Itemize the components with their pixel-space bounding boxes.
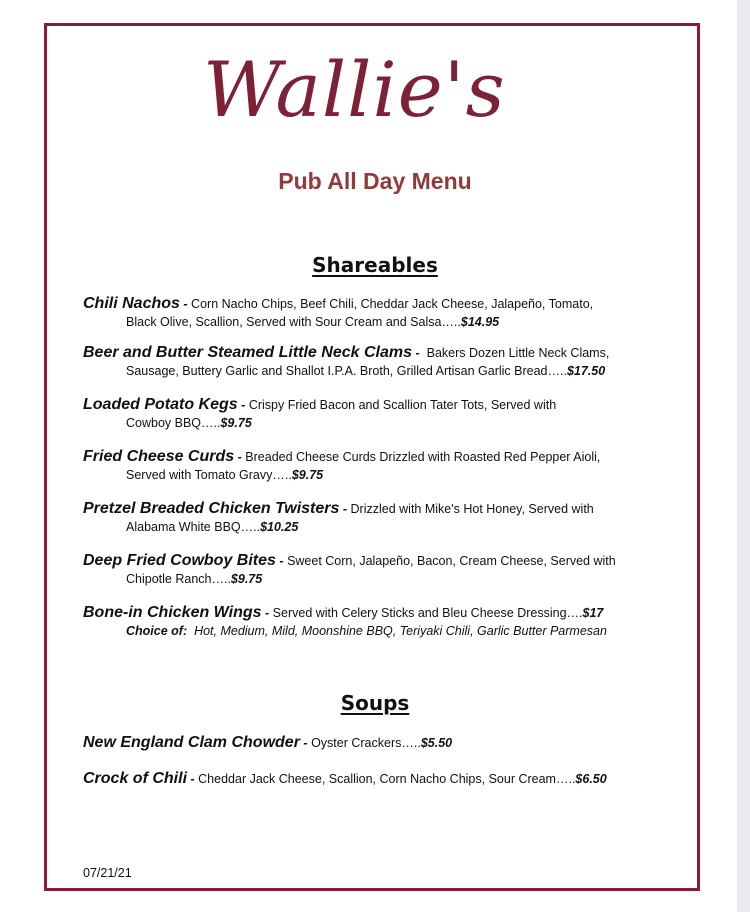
item-description: Breaded Cheese Curds Drizzled with Roasted Red Pepper Aioli, xyxy=(245,450,601,464)
section-heading-shareables: Shareables xyxy=(312,253,438,277)
item-name: Chili Nachos xyxy=(83,295,180,312)
menu-item: New England Clam Chowder - Oyster Crackers…..$5.50 xyxy=(83,734,453,751)
item-name: Crock of Chili xyxy=(83,770,188,787)
item-description: Served with Celery Sticks and Bleu Cheese Dressing…. xyxy=(272,606,583,620)
item-name: Beer and Butter Steamed Little Neck Clams xyxy=(83,344,412,361)
wallies-logo xyxy=(195,38,555,138)
section-heading-soups: Soups xyxy=(340,691,410,715)
item-description: Black Olive, Scallion, Served with Sour Cream and Salsa….. xyxy=(126,315,461,329)
item-name: Fried Cheese Curds xyxy=(83,448,235,465)
item-description: Cheddar Jack Cheese, Scallion, Corn Nacho Chips, Sour Cream….. xyxy=(198,772,576,786)
item-description: Chipotle Ranch….. xyxy=(126,572,231,586)
item-description: Served with Tomato Gravy….. xyxy=(126,468,292,482)
item-description: Cowboy BBQ….. xyxy=(126,416,221,430)
item-description: Alabama White BBQ….. xyxy=(126,520,261,534)
menu-item: Bone-in Chicken Wings - Served with Celery Sticks and Bleu Cheese Dressing….$17 Choice of: Hot, Medium, Mild, Moonshine BBQ, Teriyaki Chili, Garlic Butter Parmesan xyxy=(83,604,607,638)
item-price: $14.95 xyxy=(460,315,500,329)
scrollbar-track[interactable] xyxy=(737,0,750,912)
item-name: Loaded Potato Kegs xyxy=(83,396,238,413)
menu-item: Pretzel Breaded Chicken Twisters - Drizzled with Mike's Hot Honey, Served with Alabama White BBQ…..$10.25 xyxy=(83,500,594,534)
menu-item: Fried Cheese Curds - Breaded Cheese Curds Drizzled with Roasted Red Pepper Aioli, Served with Tomato Gravy…..$9.75 xyxy=(83,448,601,482)
item-price: $9.75 xyxy=(230,572,263,586)
menu-item: Chili Nachos - Corn Nacho Chips, Beef Chili, Cheddar Jack Cheese, Jalapeño, Tomato, Black Olive, Scallion, Served with Sour Cream and Salsa…..$14.95 xyxy=(83,295,594,329)
item-name: Bone-in Chicken Wings xyxy=(83,604,262,621)
menu-title: Pub All Day Menu xyxy=(278,168,472,194)
menu-date: 07/21/21 xyxy=(83,866,132,880)
item-price: $9.75 xyxy=(291,468,324,482)
item-description: Drizzled with Mike's Hot Honey, Served with xyxy=(350,502,594,516)
item-name: New England Clam Chowder xyxy=(83,734,300,751)
item-description: Corn Nacho Chips, Beef Chili, Cheddar Jack Cheese, Jalapeño, Tomato, xyxy=(191,297,594,311)
menu-item: Deep Fried Cowboy Bites - Sweet Corn, Jalapeño, Bacon, Cream Cheese, Served with Chipotle Ranch…..$9.75 xyxy=(83,552,616,586)
item-description: Oyster Crackers….. xyxy=(311,736,421,750)
choice-label: Choice of: xyxy=(126,624,188,638)
item-name: Deep Fried Cowboy Bites xyxy=(83,552,276,569)
menu-item: Crock of Chili - Cheddar Jack Cheese, Scallion, Corn Nacho Chips, Sour Cream…..$6.50 xyxy=(83,770,607,787)
item-name: Pretzel Breaded Chicken Twisters xyxy=(83,500,340,517)
item-price: $5.50 xyxy=(420,736,453,750)
item-description: Crispy Fried Bacon and Scallion Tater Tots, Served with xyxy=(248,398,557,412)
item-price: $9.75 xyxy=(220,416,252,430)
item-price: $17 xyxy=(582,606,604,620)
item-price: $6.50 xyxy=(575,772,607,786)
item-description: Sweet Corn, Jalapeño, Bacon, Cream Cheese, Served with xyxy=(287,554,616,568)
item-description: Bakers Dozen Little Neck Clams, xyxy=(426,346,610,360)
logo-text: Wallie's xyxy=(203,45,506,134)
menu-item: Loaded Potato Kegs - Crispy Fried Bacon and Scallion Tater Tots, Served with Cowboy BBQ…..$9.75 xyxy=(83,396,557,430)
item-description: Sausage, Buttery Garlic and Shallot I.P.A. Broth, Grilled Artisan Garlic Bread….. xyxy=(126,364,567,378)
item-price: $17.50 xyxy=(566,364,606,378)
item-price: $10.25 xyxy=(260,520,299,534)
choice-options: Hot, Medium, Mild, Moonshine BBQ, Teriyaki Chili, Garlic Butter Parmesan xyxy=(194,624,607,638)
menu-item: Beer and Butter Steamed Little Neck Clams - Bakers Dozen Little Neck Clams, Sausage, Buttery Garlic and Shallot I.P.A. Broth, Grilled Artisan Garlic Bread…..$17.50 xyxy=(83,344,610,378)
